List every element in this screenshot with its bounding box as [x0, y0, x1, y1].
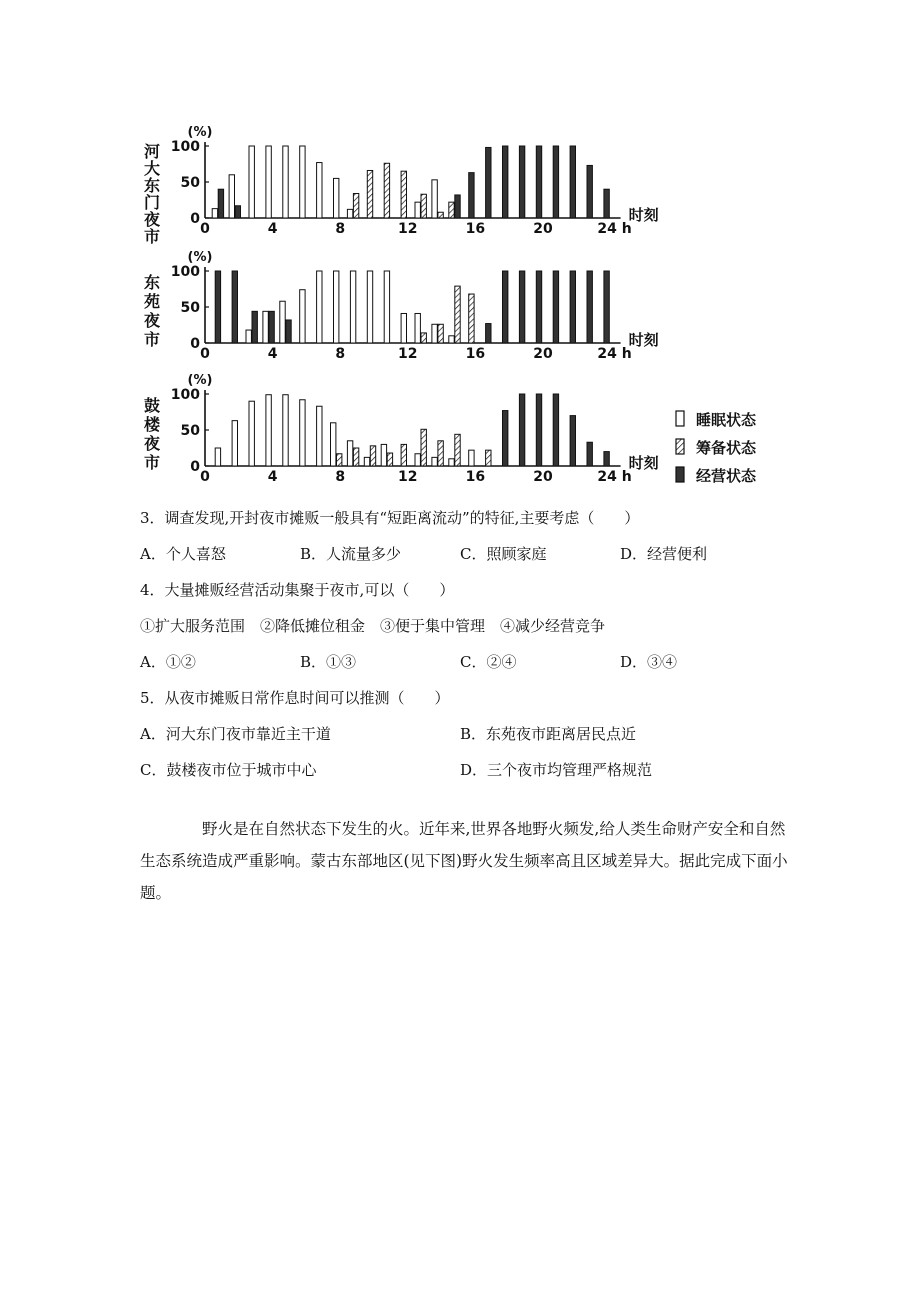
question-5-option-b[interactable]: B．东苑夜市距离居民点近: [460, 725, 637, 743]
panel-title-char: 夜: [143, 434, 161, 453]
bar-sleep-h13: [415, 454, 420, 466]
panel-title-char: 苑: [143, 292, 161, 311]
bar-prep-h9: [353, 194, 358, 218]
y-tick-label: 0: [190, 459, 200, 475]
wildfire-passage: [140, 813, 800, 909]
bar-oper-h23: [587, 271, 592, 343]
bar-sleep-h15: [449, 336, 454, 343]
bar-oper-h2: [232, 271, 237, 343]
bar-sleep-h9: [350, 271, 355, 343]
x-tick-label: 8: [335, 346, 346, 362]
x-tick-label: 0: [200, 346, 210, 362]
y-tick-label: 100: [170, 264, 200, 280]
bar-sleep-h14: [432, 457, 437, 466]
bar-sleep-h4: [266, 395, 271, 466]
x-tick-label: 24 h: [597, 346, 632, 362]
panel-title-char: 东: [143, 176, 161, 195]
bar-sleep-h11: [384, 271, 389, 343]
bar-prep-h11: [384, 163, 389, 218]
x-tick-label: 20: [533, 469, 553, 485]
question-3-option-a[interactable]: A．个人喜怒: [140, 545, 226, 563]
bar-sleep-h1: [212, 209, 217, 218]
bar-oper-h5: [286, 320, 291, 343]
bar-oper-h19: [519, 394, 524, 466]
bar-prep-h12: [401, 171, 406, 218]
x-tick-label: 12: [398, 469, 418, 485]
bar-oper-h19: [519, 146, 524, 218]
panel-title: [144, 396, 161, 472]
bar-prep-h10: [367, 170, 372, 218]
bar-oper-h22: [570, 271, 575, 343]
legend-swatch-prep: [676, 439, 684, 454]
bar-oper-h20: [536, 271, 541, 343]
y-tick-label: 50: [180, 423, 200, 439]
bar-sleep-h9: [347, 209, 352, 218]
bar-sleep-h11: [381, 444, 386, 466]
y-axis-label: (%): [187, 125, 213, 140]
bar-sleep-h10: [364, 457, 369, 466]
x-tick-label: 4: [267, 346, 278, 362]
question-3-option-d[interactable]: D．经营便利: [620, 545, 708, 563]
bar-oper-h22: [570, 146, 575, 218]
bar-sleep-h13: [415, 313, 420, 343]
y-axis-label: (%): [187, 373, 213, 388]
x-tick-label: 4: [267, 221, 278, 237]
question-3-option-c[interactable]: C．照顾家庭: [460, 545, 547, 563]
bar-sleep-h5: [283, 395, 288, 466]
chart-panel-3: [144, 373, 659, 485]
bar-sleep-h3: [249, 401, 254, 466]
question-5-option-c[interactable]: C．鼓楼夜市位于城市中心: [140, 761, 317, 779]
panel-title-char: 河: [143, 142, 161, 161]
bar-prep-h10: [370, 446, 375, 466]
bar-sleep-h2: [232, 421, 237, 466]
bar-sleep-h16: [469, 450, 474, 466]
x-tick-label: 4: [267, 469, 278, 485]
chart-legend: [676, 411, 757, 485]
question-3-stem: 3．调查发现,开封夜市摊贩一般具有“短距离流动”的特征,主要考虑（ ）: [140, 509, 640, 527]
bar-oper-h3: [252, 311, 257, 343]
bar-sleep-h8: [334, 271, 339, 343]
bar-oper-h20: [536, 146, 541, 218]
bar-prep-h15: [455, 286, 460, 343]
bar-sleep-h6: [300, 290, 305, 343]
y-tick-label: 50: [180, 175, 200, 191]
bar-oper-h17: [486, 324, 491, 343]
bar-oper-h15: [455, 195, 460, 218]
bar-sleep-h8: [334, 178, 339, 218]
bar-sleep-h10: [367, 271, 372, 343]
panel-title: [144, 142, 161, 246]
wildfire-passage-text: 野火是在自然状态下发生的火。近年来,世界各地野火频发,给人类生命财产安全和自然生态系统造成严重影响。蒙古东部地区(见下图)野火发生频率高且区域差异大。据此完成下面小题。: [140, 820, 788, 902]
y-tick-label: 0: [190, 211, 200, 227]
panel-title-char: 夜: [143, 311, 161, 330]
panel-title-char: 楼: [143, 415, 161, 434]
bar-oper-h23: [587, 442, 592, 466]
bar-sleep-h4: [266, 146, 271, 218]
bar-oper-h18: [503, 271, 508, 343]
question-4-items: ①扩大服务范围 ②降低摊位租金 ③便于集中管理 ④减少经营竞争: [140, 617, 606, 635]
y-axis-label: (%): [187, 250, 213, 265]
question-4-option-a[interactable]: A．①②: [140, 653, 196, 671]
bar-oper-h22: [570, 416, 575, 466]
bar-oper-h2: [235, 206, 240, 218]
x-tick-label: 12: [398, 346, 418, 362]
night-market-charts: [0, 0, 920, 500]
x-tick-label: 24 h: [597, 221, 632, 237]
x-axis-label: 时刻: [628, 331, 659, 349]
bar-prep-h17: [486, 450, 491, 466]
bar-oper-h21: [553, 394, 558, 466]
bar-sleep-h4: [263, 311, 268, 343]
panel-title-char: 市: [143, 227, 161, 246]
question-5-option-a[interactable]: A．河大东门夜市靠近主干道: [140, 725, 331, 743]
panel-title-char: 东: [143, 273, 161, 292]
bar-oper-h17: [486, 147, 491, 218]
question-3-option-b[interactable]: B．人流量多少: [300, 545, 402, 563]
x-tick-label: 12: [398, 221, 418, 237]
bar-oper-h18: [503, 411, 508, 466]
bar-sleep-h12: [401, 313, 406, 343]
x-tick-label: 16: [465, 346, 486, 362]
bar-sleep-h13: [415, 202, 420, 218]
chart-panel-1: [144, 125, 659, 246]
bar-prep-h13: [421, 333, 426, 343]
question-5-option-d[interactable]: D．三个夜市均管理严格规范: [460, 761, 653, 779]
y-tick-label: 50: [180, 300, 200, 316]
panel-title-char: 大: [143, 159, 161, 178]
bar-sleep-h8: [331, 423, 336, 466]
legend-swatch-sleep: [676, 411, 684, 426]
y-tick-label: 100: [170, 387, 200, 403]
x-tick-label: 24 h: [597, 469, 632, 485]
legend-label-oper: 经营状态: [696, 467, 757, 485]
x-axis-label: 时刻: [628, 206, 659, 224]
bar-prep-h9: [353, 448, 358, 466]
x-tick-label: 8: [335, 469, 346, 485]
bar-prep-h12: [401, 444, 406, 466]
question-4-stem: 4．大量摊贩经营活动集聚于夜市,可以（ ）: [140, 581, 455, 599]
bar-prep-h13: [421, 429, 426, 466]
bar-prep-h16: [469, 294, 474, 343]
bar-oper-h19: [519, 271, 524, 343]
x-tick-label: 8: [335, 221, 346, 237]
bar-sleep-h3: [246, 330, 251, 343]
y-tick-label: 100: [170, 139, 200, 155]
x-tick-label: 0: [200, 469, 210, 485]
bar-sleep-h9: [347, 441, 352, 466]
bar-sleep-h14: [432, 324, 437, 343]
legend-swatch-oper: [676, 467, 684, 482]
bar-sleep-h5: [283, 146, 288, 218]
bar-sleep-h6: [300, 400, 305, 466]
legend-label-sleep: 睡眠状态: [696, 411, 757, 429]
bar-oper-h21: [553, 146, 558, 218]
bar-oper-h1: [218, 189, 223, 218]
bar-sleep-h15: [449, 459, 454, 466]
x-tick-label: 0: [200, 221, 210, 237]
bar-oper-h24: [604, 189, 609, 218]
x-tick-label: 20: [533, 346, 553, 362]
y-tick-label: 0: [190, 336, 200, 352]
bar-sleep-h14: [432, 180, 437, 218]
question-5-stem: 5．从夜市摊贩日常作息时间可以推测（ ）: [140, 689, 450, 707]
bar-oper-h21: [553, 271, 558, 343]
bar-prep-h15: [449, 202, 454, 218]
bar-oper-h16: [469, 173, 474, 218]
question-4-option-c[interactable]: C．②④: [460, 653, 517, 671]
bar-sleep-h6: [300, 146, 305, 218]
panel-title-char: 市: [143, 330, 161, 349]
bar-oper-h20: [536, 394, 541, 466]
bar-sleep-h5: [280, 301, 285, 343]
bar-oper-h4: [269, 311, 274, 343]
legend-label-prep: 筹备状态: [696, 439, 757, 457]
bar-prep-h14: [438, 324, 443, 343]
bar-oper-h18: [503, 146, 508, 218]
chart-panel-2: [144, 250, 659, 362]
panel-title-char: 鼓: [143, 396, 161, 415]
x-tick-label: 16: [465, 221, 486, 237]
x-tick-label: 16: [465, 469, 486, 485]
bar-prep-h15: [455, 434, 460, 466]
x-tick-label: 20: [533, 221, 553, 237]
bar-sleep-h7: [317, 271, 322, 343]
bar-sleep-h2: [229, 175, 234, 218]
bar-oper-h24: [604, 452, 609, 466]
bar-prep-h8: [337, 454, 342, 466]
bar-prep-h14: [438, 441, 443, 466]
bar-oper-h23: [587, 165, 592, 218]
bar-sleep-h3: [249, 146, 254, 218]
bar-prep-h11: [387, 453, 392, 466]
bar-sleep-h7: [317, 163, 322, 218]
bar-prep-h14: [438, 212, 443, 218]
panel-title-char: 市: [143, 453, 161, 472]
bar-oper-h1: [215, 271, 220, 343]
panel-title-char: 夜: [143, 210, 161, 229]
bar-prep-h13: [421, 194, 426, 218]
bar-sleep-h1: [215, 448, 220, 466]
panel-title-char: 门: [143, 193, 161, 212]
x-axis-label: 时刻: [628, 454, 659, 472]
panel-title: [144, 273, 161, 349]
bar-oper-h24: [604, 271, 609, 343]
bar-sleep-h7: [317, 406, 322, 466]
question-4-option-b[interactable]: B．①③: [300, 653, 357, 671]
question-4-option-d[interactable]: D．③④: [620, 653, 678, 671]
